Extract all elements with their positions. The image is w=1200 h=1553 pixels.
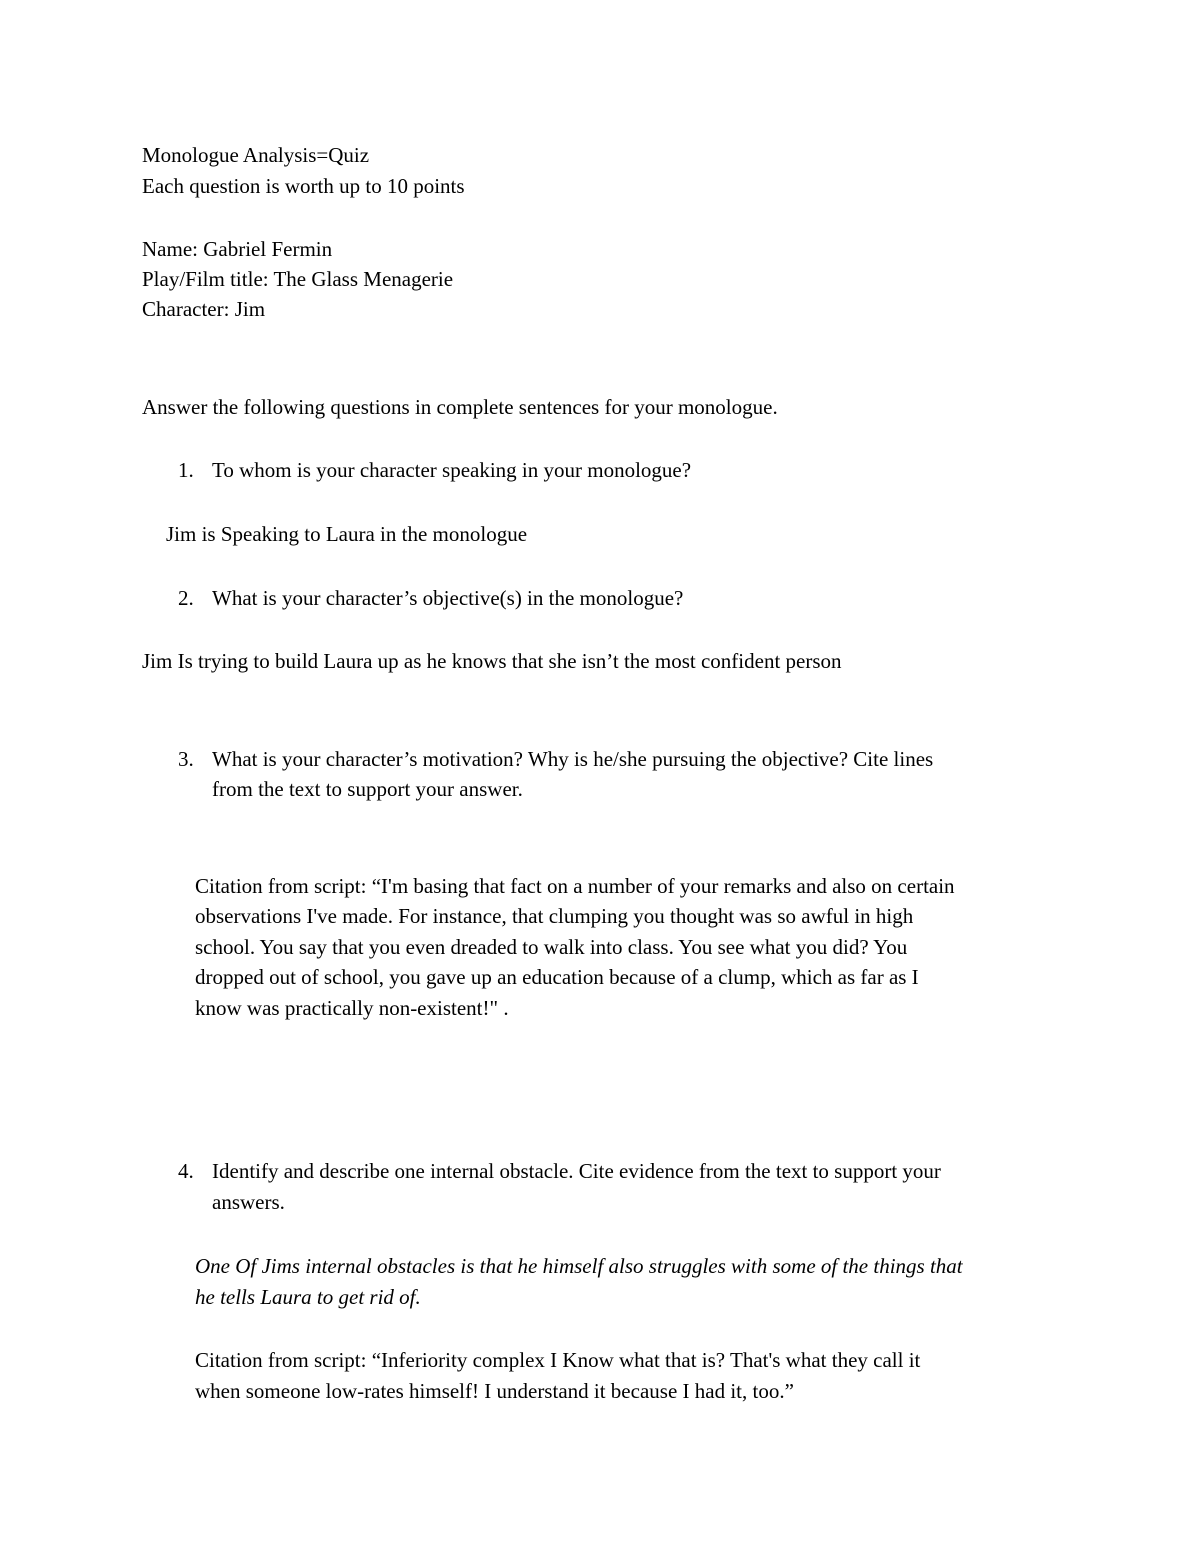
- question-number-2: 2.: [178, 586, 194, 610]
- question-2-text: What is your character’s objective(s) in the monologue?: [212, 586, 684, 610]
- question-1-text: To whom is your character speaking in your monologue?: [212, 458, 692, 482]
- instructions: Answer the following questions in complete sentences for your monologue.: [142, 395, 778, 419]
- student-name: Name: Gabriel Fermin: [142, 237, 333, 261]
- citation-3-line-3: school. You say that you even dreaded to walk into class. You see what you did? You: [195, 935, 908, 959]
- question-3-line-1: What is your character’s motivation? Why is he/she pursuing the objective? Cite lines: [212, 747, 934, 771]
- citation-3-line-4: dropped out of school, you gave up an education because of a clump, which as far as I: [195, 965, 919, 989]
- citation-4-line-2: when someone low-rates himself! I understand it because I had it, too.”: [195, 1379, 794, 1403]
- citation-4-line-1: Citation from script: “Inferiority complex I Know what that is? That's what they call it: [195, 1348, 921, 1372]
- answer-4-line-1: One Of Jims internal obstacles is that he himself also struggles with some of the things that: [195, 1254, 963, 1278]
- character-name: Character: Jim: [142, 297, 266, 321]
- question-4-line-2: answers.: [212, 1190, 285, 1214]
- answer-1-text: Jim is Speaking to Laura in the monologue: [166, 522, 528, 546]
- question-4-line-1: Identify and describe one internal obstacle. Cite evidence from the text to support your: [212, 1159, 941, 1183]
- question-3-line-2: from the text to support your answer.: [212, 777, 523, 801]
- citation-3-line-1: Citation from script: “I'm basing that fact on a number of your remarks and also on certain: [195, 874, 955, 898]
- citation-3-line-2: observations I've made. For instance, that clumping you thought was so awful in high: [195, 904, 914, 928]
- answer-2-text: Jim Is trying to build Laura up as he knows that she isn’t the most confident person: [142, 649, 842, 673]
- citation-3-line-5: know was practically non-existent!" .: [195, 996, 509, 1020]
- answer-4-line-2: he tells Laura to get rid of.: [195, 1285, 421, 1309]
- question-number-1: 1.: [178, 458, 194, 482]
- document-title: Monologue Analysis=Quiz: [142, 143, 370, 167]
- question-number-3: 3.: [178, 747, 194, 771]
- document-subtitle: Each question is worth up to 10 points: [142, 174, 465, 198]
- play-title: Play/Film title: The Glass Menagerie: [142, 267, 454, 291]
- question-number-4: 4.: [178, 1159, 194, 1183]
